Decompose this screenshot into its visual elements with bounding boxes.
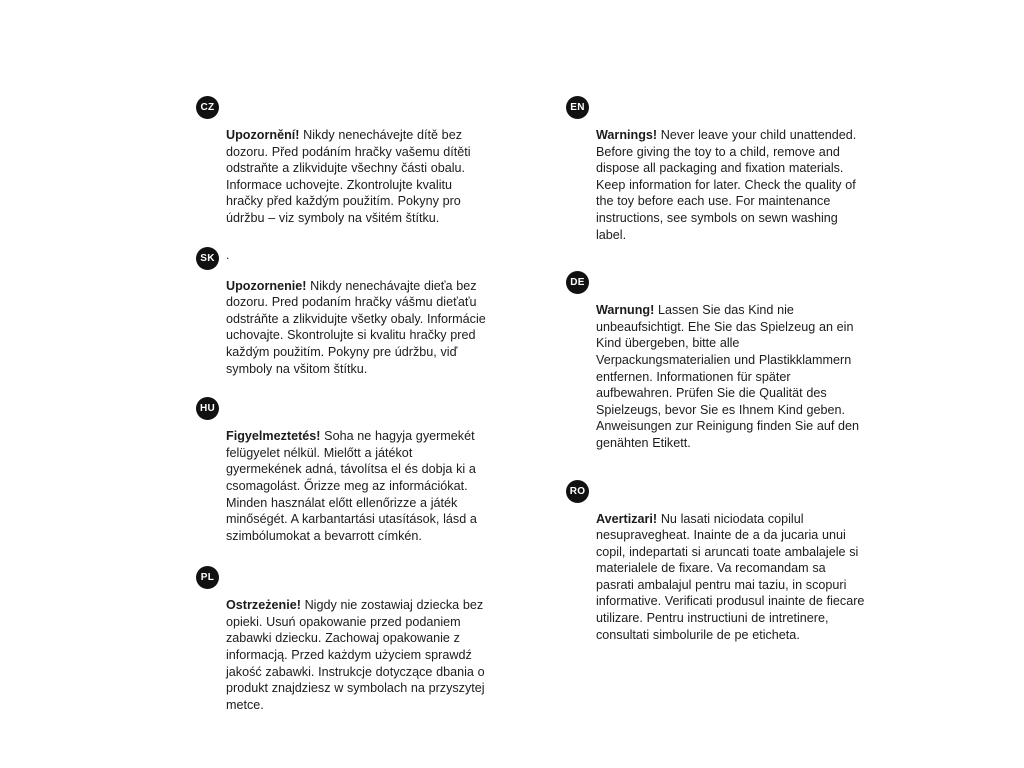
warning-entry-pl <box>196 566 496 713</box>
language-badge-en: EN <box>566 96 589 119</box>
warning-entry-ro <box>566 480 866 644</box>
warning-heading-cz: Upozornění! <box>226 128 300 142</box>
warning-heading-ro: Avertizari! <box>596 511 658 526</box>
warning-text-sk <box>196 278 496 378</box>
warning-text-de <box>566 302 866 451</box>
warning-entry-sk <box>196 247 496 378</box>
warning-heading-sk: Upozornenie! <box>226 278 307 293</box>
language-badge-ro: RO <box>566 480 589 503</box>
warning-text-pl <box>196 597 494 713</box>
language-badge-pl: PL <box>196 566 219 589</box>
language-badge-de: DE <box>566 271 589 294</box>
warning-body-hu: Soha ne hagyja gyermekét felügyelet nélkül. Mielőtt a játékot gyermekének adná, távolítsa el és dobja ki a csomagolást. Őrizze meg az információkat. Minden használat előtt ellenőrizze a játék minőségét. A karbantartási utasítások, lásd a szimbólumokat a bevarrott címkén. <box>226 429 477 543</box>
warning-body-pl: Nigdy nie zostawiaj dziecka bez opieki. Usuń opakowanie przed podaniem zabawki dziecku. Zachowaj opakowanie z informacją. Przed każdym użyciem sprawdź jakość zabawki. Instrukcje dotyczące dbania o produkt znajdziesz w symbolach na przyszytej metce. <box>226 598 485 712</box>
language-badge-hu: HU <box>196 397 219 420</box>
warning-heading-en: Warnings! <box>596 128 658 142</box>
warning-entry-cz <box>196 96 496 227</box>
right-language-column <box>566 96 866 768</box>
warning-body-de: Lassen Sie das Kind nie unbeaufsichtigt. Ehe Sie das Spielzeug an ein Kind übergeben, bitte alle Verpackungsmaterialien und Plastikklammern entfernen. Informationen für später aufbewahren. Prüfen Sie die Qualität des Spielzeugs, bevor Sie es Ihnem Kind geben. Anweisungen zur Reinigung finden Sie auf den genähten Etikett. <box>596 303 860 450</box>
left-language-column <box>196 96 496 768</box>
warning-body-cz: Nikdy nenechávejte dítě bez dozoru. Před podáním hračky vašemu dítěti odstraňte a zlikvidujte všechny části obalu. Informace uchovejte. Zkontrolujte kvalitu hračky před každým použitím. Pokyny pro údržbu – viz symboly na všitém štítku. <box>226 128 471 225</box>
language-badge-cz: CZ <box>196 96 219 119</box>
warning-text-cz <box>196 127 481 227</box>
warning-text-hu <box>196 428 484 544</box>
warning-body-sk: Nikdy nenechávajte dieťa bez dozoru. Pred podaním hračky vášmu dieťaťu odstráňte a zlikvidujte všetky obaly. Informácie uchovajte. Skontrolujte si kvalitu hračky pred každým použitím. Pokyny pre údržbu, viď symboly na všitom štítku. <box>226 278 486 376</box>
warning-text-ro <box>566 511 866 644</box>
warning-body-ro: Nu lasati niciodata copilul nesupravegheat. Inainte de a da jucaria unui copil, indepartati si aruncati toate ambalajele si materialele de fixare. Va recomandam sa pasrati ambalajul pentru mai taziu, in scopuri informative. Verificati produsul inainte de fiecare utilizare. Pentru instructiuni de intretinere, consultati simbolurile de pe eticheta. <box>596 511 865 642</box>
language-badge-sk: SK <box>196 247 219 270</box>
punctuation-mark-sk: . <box>226 247 230 262</box>
warning-heading-hu: Figyelmeztetés! <box>226 429 321 444</box>
warning-entry-en <box>566 96 866 243</box>
warning-entry-hu <box>196 397 496 544</box>
warning-heading-de: Warnung! <box>596 303 655 318</box>
warning-heading-pl: Ostrzeżenie! <box>226 598 301 613</box>
warning-text-en <box>566 127 866 243</box>
warning-entry-de <box>566 271 866 451</box>
warning-body-en: Never leave your child unattended. Before giving the toy to a child, remove and dispose all packaging and fixation materials. Keep information for later. Check the quality of the toy before each use. For maintenance instructions, see symbols on sewn washing label. <box>596 128 857 242</box>
